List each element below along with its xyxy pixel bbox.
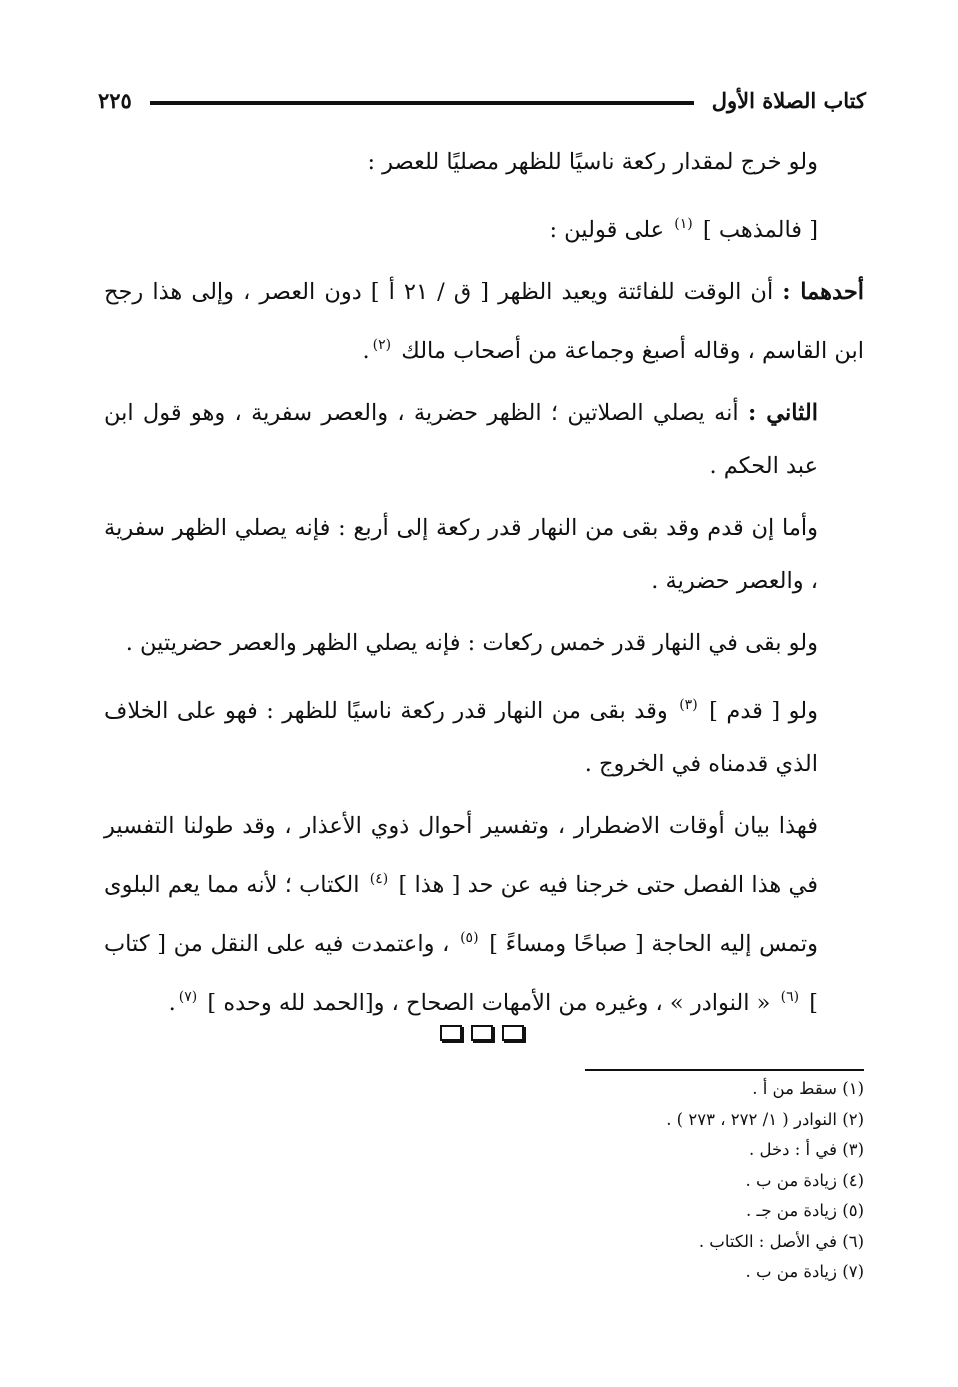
header-rule [150, 101, 694, 105]
paragraph: أحدهما : أن الوقت للفائتة ويعيد الظهر [ ق / ٢١ أ ] دون العصر ، وإلى هذا رجح ابن القاسم ، وقاله أصبغ وجماعة من أصحاب مالك $^{(٢)}$. [104, 279, 864, 364]
paragraph-lead: الثاني : [747, 400, 818, 426]
footnote-marker: (٢) [372, 337, 392, 353]
main-text [104, 136, 864, 1039]
paragraph: ولو بقى في النهار قدر خمس ركعات : فإنه يصلي الظهر والعصر حضريتين . [125, 630, 818, 656]
footnote: (٣) في أ : دخل . [748, 1140, 864, 1159]
footnote-marker: (٥) [460, 930, 479, 946]
ornament-box-icon [440, 1025, 462, 1041]
footnote: (٥) زيادة من جـ . [746, 1201, 864, 1220]
footnote: (٦) في الأصل : الكتاب . [698, 1231, 864, 1251]
footnote: (٤) زيادة من ب . [745, 1170, 864, 1190]
ornament-box-icon [502, 1025, 524, 1041]
footnote: (٢) النوادر ( ١/ ٢٧٢ ، ٢٧٣ ) . [666, 1109, 864, 1129]
footnote: (٧) زيادة من ب . [745, 1262, 864, 1281]
paragraph: ولو [ قدم ] $^{(٣)}$ وقد بقى من النهار قدر ركعة ناسيًا للظهر : فهو على الخلاف الذي قدمناه في الخروج . [104, 697, 818, 777]
footnote-marker: (٦) [780, 989, 800, 1005]
paragraph-lead: أحدهما : [782, 279, 864, 305]
paragraph: ولو خرج لمقدار ركعة ناسيًا للظهر مصليًا للعصر : [367, 149, 818, 175]
book-title: كتاب الصلاة الأول [711, 87, 866, 113]
paragraph: [ فالمذهب ] $^{(١)}$ على قولين : [549, 216, 818, 243]
footnote-marker: (٣) [679, 697, 698, 713]
footnotes [444, 1074, 864, 1288]
footnote-marker: (١) [674, 216, 693, 232]
running-header [98, 82, 866, 118]
page-number: ٢٢٥ [98, 87, 132, 113]
footnote-marker: (٧) [178, 989, 198, 1005]
footnote-separator [585, 1069, 864, 1071]
paragraph: فهذا بيان أوقات الاضطرار ، وتفسير أحوال ذوي الأعذار ، وقد طولنا التفسير في هذا الفصل حتى خرجنا فيه عن حد [ هذا ] $^{(٤)}$ الكتاب ؛ لأنه مما يعم البلوى وتمس إليه الحاجة [ صباحًا ومساءً ] $^{(٥)}$ ، واعتمدت فيه على النقل من [ كتاب ] $^{(٦)}$ « النوادر » ، وغيره من الأمهات الصحاح ، و[الحمد لله وحده ] $^{(٧)}$. [104, 813, 819, 1016]
footnote-marker: (٤) [369, 871, 389, 887]
paragraph: الثاني : أنه يصلي الصلاتين ؛ الظهر حضرية ، والعصر سفرية ، وهو قول ابن عبد الحكم . [104, 400, 818, 479]
footnote: (١) سقط من أ . [752, 1079, 864, 1098]
section-end-ornament [440, 1025, 524, 1047]
paragraph: وأما إن قدم وقد بقى من النهار قدر ركعة إلى أربع : فإنه يصلي الظهر سفرية ، والعصر حضرية . [104, 515, 818, 594]
ornament-box-icon [471, 1025, 493, 1041]
